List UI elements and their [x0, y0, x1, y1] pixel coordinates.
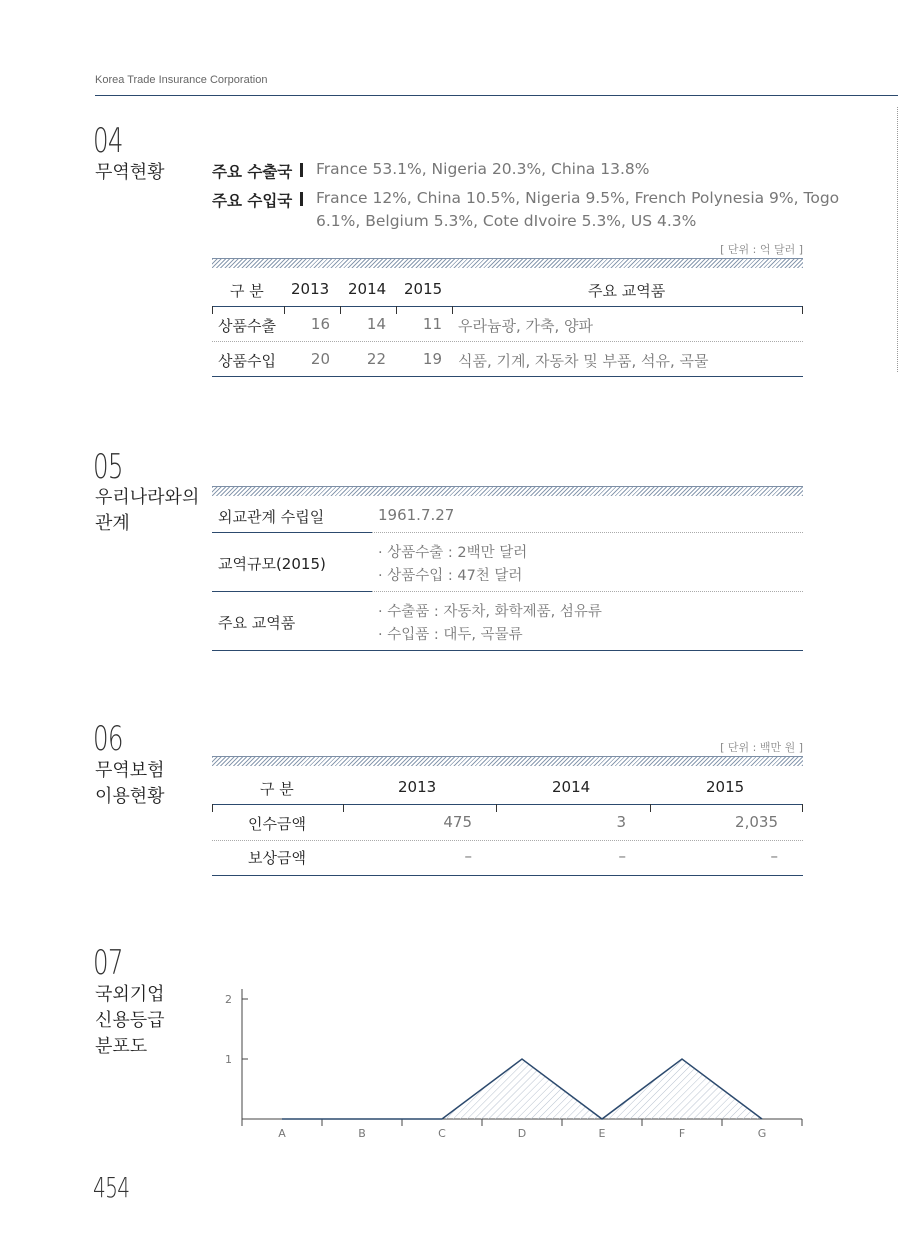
row-import-2014: 22 [366, 350, 386, 368]
tick [650, 804, 651, 812]
import-value-line1: France 12%, China 10.5%, Nigeria 9.5%, French Polynesia 9%, Togo [316, 189, 840, 207]
x-tick-label-a: A [278, 1127, 286, 1140]
row-export-2015: 11 [422, 315, 442, 333]
unit-label-06: [ 단위 : 백만 원 ] [720, 741, 803, 754]
row-import-items: 식품, 기계, 자동차 및 부품, 석유, 곡물 [458, 352, 709, 370]
tick [284, 306, 285, 314]
export-value: France 53.1%, Nigeria 20.3%, China 13.8% [316, 160, 650, 178]
import-label: 주요 수입국 [212, 192, 293, 210]
tick [343, 804, 344, 812]
rel-label-main-items: 주요 교역품 [218, 614, 296, 632]
row-export-items: 우라늄광, 가축, 양파 [458, 317, 593, 335]
header-rule [95, 95, 898, 96]
rel-divider-right [372, 591, 803, 592]
section-title-06: 무역보험 이용현황 [95, 760, 165, 807]
th-2013: 2013 [291, 280, 330, 298]
tick [212, 306, 213, 314]
page-number: 454 [93, 1171, 130, 1204]
section-number-06: 06 [93, 719, 123, 759]
x-tick-label-e: E [598, 1127, 606, 1140]
x-tick-label-b: B [358, 1127, 366, 1140]
ins-underwriting-2014: 3 [616, 813, 626, 831]
row-divider [212, 840, 803, 841]
ins-label-compensation: 보상금액 [248, 849, 306, 867]
tick [396, 306, 397, 314]
import-bar [300, 192, 303, 206]
row-export-label: 상품수출 [218, 317, 276, 335]
tick [802, 306, 803, 314]
table-bottom-rule-05 [212, 650, 803, 651]
table-bottom-rule-06 [212, 875, 803, 876]
import-value-line2: 6.1%, Belgium 5.3%, Cote dIvoire 5.3%, US 4.3% [316, 212, 697, 230]
ins-compensation-2015: – [770, 847, 778, 865]
table-header-rule-06 [212, 804, 803, 805]
rel-label-diplomacy: 외교관계 수립일 [218, 508, 325, 526]
section-number-07: 07 [93, 943, 123, 983]
rel-label-trade-size: 교역규모(2015) [218, 555, 326, 573]
ins-label-underwriting: 인수금액 [248, 815, 306, 833]
section-title-07: 국외기업 신용등급 분포도 [95, 984, 165, 1057]
th-category-06: 구 분 [260, 780, 294, 798]
row-import-2015: 19 [422, 350, 442, 368]
section-number-04: 04 [93, 121, 123, 161]
x-tick-label-d: D [517, 1127, 527, 1140]
th-2013-06: 2013 [398, 778, 437, 796]
ins-compensation-2013: – [464, 847, 472, 865]
y-tick-label: 1 [225, 1053, 232, 1066]
th-main-items: 주요 교역품 [588, 282, 666, 300]
section-number-05: 05 [93, 447, 123, 487]
area-fill [242, 1059, 802, 1119]
th-2015: 2015 [404, 280, 443, 298]
table-hatch-04 [212, 258, 803, 268]
x-tick-label-c: C [438, 1127, 446, 1140]
th-category: 구 분 [230, 282, 264, 300]
ins-underwriting-2013: 475 [443, 813, 472, 831]
rel-divider-right [372, 532, 803, 533]
header-company: Korea Trade Insurance Corporation [95, 74, 268, 86]
rel-value-diplomacy: 1961.7.27 [378, 506, 455, 524]
row-import-2013: 20 [310, 350, 330, 368]
rel-trade-import: · 상품수입 : 47천 달러 [378, 568, 523, 584]
ins-compensation-2014: – [618, 847, 626, 865]
x-tick-label-f: F [678, 1127, 686, 1140]
section-title-04: 무역현황 [95, 162, 165, 183]
row-import-label: 상품수입 [218, 352, 276, 370]
table-header-rule-04 [212, 306, 803, 307]
table-hatch-06 [212, 756, 803, 766]
tick [452, 306, 453, 314]
x-tick-label-g: G [757, 1127, 767, 1140]
section-title-05: 우리나라와의 관계 [95, 487, 200, 534]
row-export-2013: 16 [310, 315, 330, 333]
unit-label-04: [ 단위 : 억 달러 ] [720, 243, 803, 256]
table-hatch-05 [212, 486, 803, 496]
y-tick-label: 2 [225, 993, 232, 1006]
th-2015-06: 2015 [706, 778, 745, 796]
row-export-2014: 14 [366, 315, 386, 333]
export-label: 주요 수출국 [212, 163, 293, 181]
credit-rating-chart [210, 980, 810, 1140]
tick [212, 804, 213, 812]
rel-trade-export: · 상품수출 : 2백만 달러 [378, 545, 528, 561]
rel-divider-left [212, 591, 372, 592]
row-divider [212, 341, 803, 342]
rel-divider-left [212, 532, 372, 533]
th-2014: 2014 [348, 280, 387, 298]
th-2014-06: 2014 [552, 778, 591, 796]
tick [496, 804, 497, 812]
rel-items-export: · 수출품 : 자동차, 화학제품, 섬유류 [378, 604, 602, 620]
ins-underwriting-2015: 2,035 [735, 813, 778, 831]
rel-items-import: · 수입품 : 대두, 곡물류 [378, 627, 523, 643]
tick [340, 306, 341, 314]
tick [802, 804, 803, 812]
table-bottom-rule-04 [212, 376, 803, 377]
export-bar [300, 163, 303, 177]
